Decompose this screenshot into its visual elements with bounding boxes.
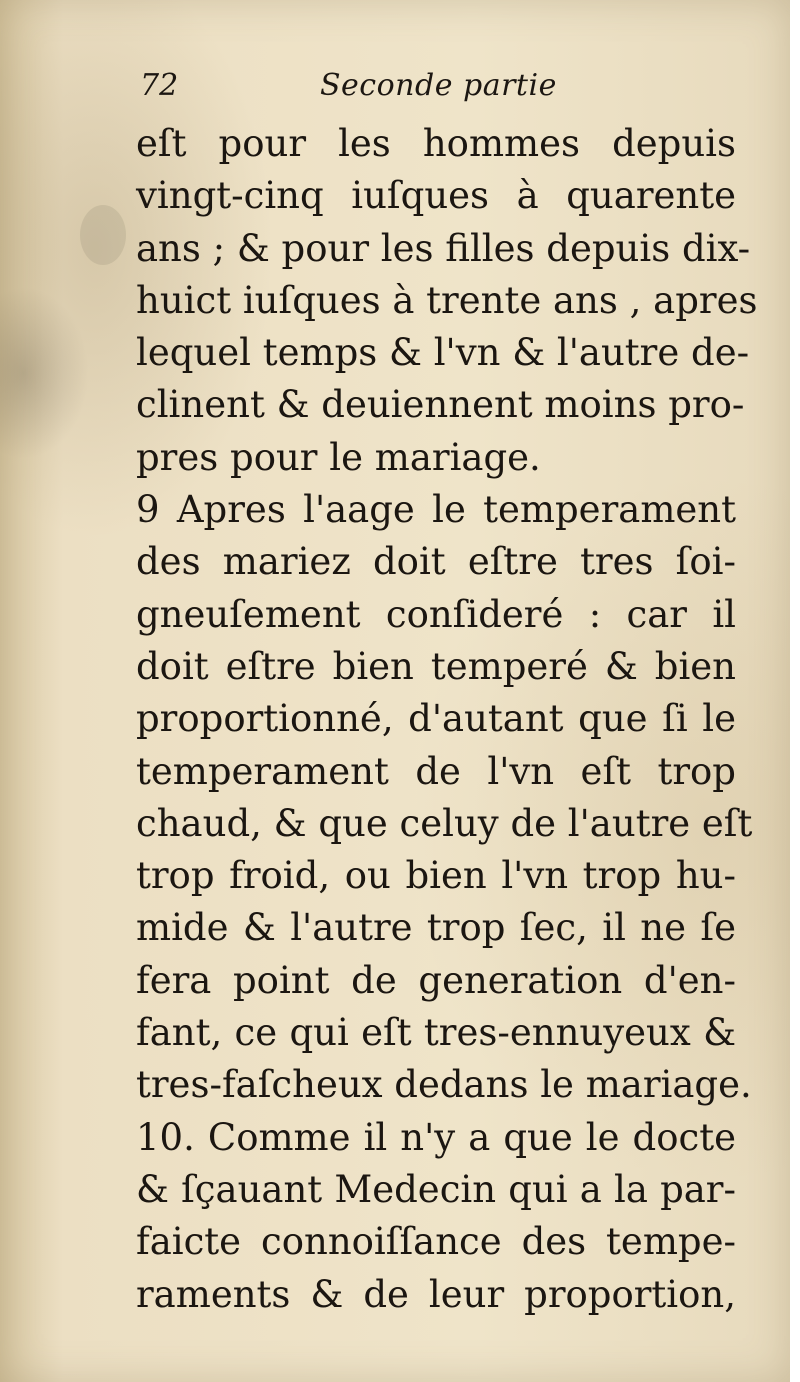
- text-line: vingt-cinq iuſques à quarente: [136, 174, 736, 218]
- text-line: doit eſtre bien temperé & bien: [136, 644, 736, 688]
- text-line: temperament de l'vn eſt trop: [136, 749, 736, 793]
- text-line: trop froid, ou bien l'vn trop hu-: [136, 854, 736, 898]
- text-line: tres-faſcheux dedans le mariage.: [136, 1063, 752, 1107]
- text-line: raments & de leur proportion,: [136, 1272, 736, 1316]
- paper-stain: [80, 205, 126, 265]
- text-line: fera point de generation d'en-: [136, 958, 736, 1002]
- text-line: pres pour le mariage.: [136, 435, 541, 479]
- text-line: chaud, & que celuy de l'autre eſt: [136, 801, 753, 845]
- text-line: fant, ce qui eſt tres-ennuyeux &: [136, 1011, 736, 1055]
- page-edge: [790, 0, 800, 1382]
- page-number: 72: [140, 68, 179, 103]
- text-line: eſt pour les hommes depuis: [136, 122, 736, 165]
- text-line: ans ; & pour les filles depuis dix-: [136, 226, 751, 270]
- text-line: des mariez doit eſtre tres ſoi-: [136, 540, 736, 584]
- text-line: mide & l'autre trop ſec, il ne ſe: [136, 906, 736, 950]
- text-line: faicte connoiſſance des tempe-: [136, 1220, 736, 1264]
- page-header: [138, 68, 658, 112]
- text-line: 10. Comme il n'y a que le docte: [136, 1115, 736, 1159]
- text-line: & ſçauant Medecin qui a la par-: [136, 1167, 736, 1211]
- text-line: gneuſement conſideré : car il: [136, 592, 736, 636]
- text-line: proportionné, d'autant que ſi le: [136, 697, 736, 741]
- text-line: huict iuſques à trente ans , apres: [136, 278, 758, 322]
- text-line: 9 Apres l'aage le temperament: [136, 488, 736, 532]
- body-text: [136, 118, 758, 1321]
- running-head: Seconde partie: [320, 68, 557, 103]
- text-line: lequel temps & l'vn & l'autre de-: [136, 331, 750, 375]
- text-line: clinent & deuiennent moins pro-: [136, 383, 745, 427]
